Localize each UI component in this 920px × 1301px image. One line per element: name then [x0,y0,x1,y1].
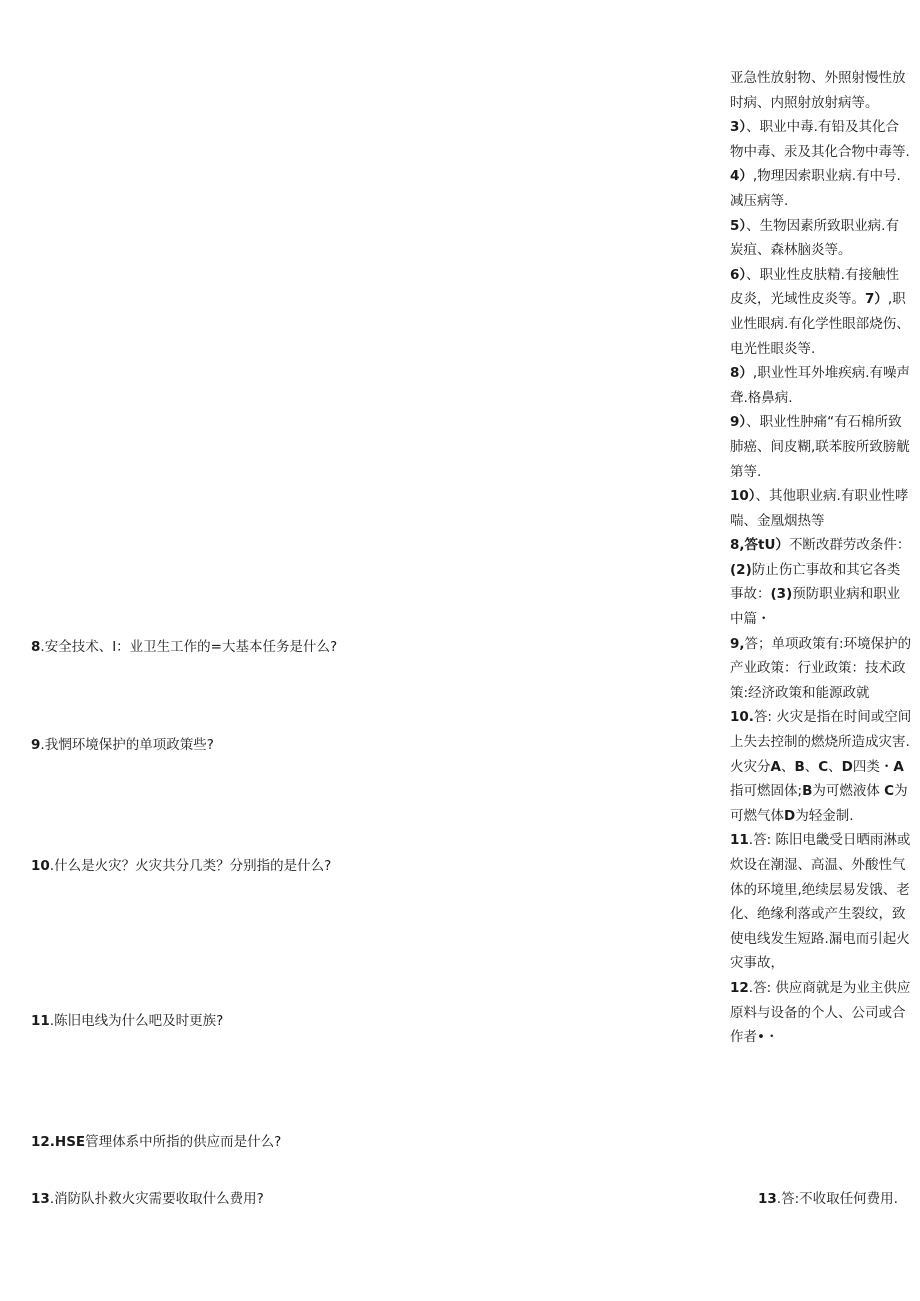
question-number: 13 [31,1191,50,1207]
item-text: .答: 供应商就是为业主供应原料与设备的个人、公司或合作者•・ [730,979,911,1046]
question-number: 11 [31,1013,50,1029]
answer-para-5 [730,263,912,361]
item-text: 、职业中毒.有铅及其化合物中毒、汞及其化合物中毒等. [730,119,910,160]
answer-para-9 [730,533,912,631]
item-text: 预防职业病和职业中篇・ [730,586,901,628]
item-number: 6） [730,266,747,283]
question-text: 管理体系中所指的供应而是什么? [85,1134,282,1150]
question-text: .消防队扑救火灾需要收取什么费用? [49,1191,264,1207]
item-number: 10. [730,709,754,726]
question-9 [31,736,214,754]
answer-13 [758,1190,898,1208]
question-number: 8 [31,639,41,655]
item-text: 、生物因素所致职业病.有炭疽、森林脑炎等。 [730,217,899,259]
question-13 [31,1190,264,1208]
item-text: 答；单项政策有:环境保护的产业政策：行业政策：技术政策:经济政策和能源政就 [730,635,912,701]
question-10 [31,857,331,875]
answer-para-11 [730,705,912,828]
class-letter: B [802,783,813,800]
item-text: 不断改群劳改条件： [788,537,911,554]
separator: 、 [804,758,819,775]
answer-para-2 [730,115,912,164]
item-text: .答: 陈旧电畿受日晒雨淋或炊设在潮湿、高温、外酸性气体的环境里,绝续层易发饿、老化、绝缘利落或产生裂纹，致使电线发生短路.漏电而引起火灾事故， [730,832,911,972]
class-letter: A [770,758,781,775]
answer-para-10 [730,632,912,706]
item-text: 、其他职业病.有职业性哮喘、金凰烟热等 [730,488,909,529]
answer-para-3 [730,164,912,213]
question-text: .什么是火灾？火灾共分几类？分别指的是什么? [49,858,332,874]
item-text: 为可燃气体 [730,783,908,824]
item-number: 8） [730,365,753,382]
answer-para-1: 亚急性放射物、外照射慢性放时病、内照射放射病等。 [730,70,906,111]
item-text: 、职业性皮肤精.有接触性皮炎，光域性皮炎等。 [730,266,899,308]
question-11 [31,1012,223,1030]
class-letter: C [884,783,895,800]
item-text: 答: 火灾是指在时间或空间上失去控制的燃烧所造成灾害.火灾分 [730,709,912,775]
item-number: 11 [730,832,749,849]
class-letter: C [818,758,829,775]
answer-para-12 [730,828,912,976]
item-number: 9, [730,635,745,652]
item-text: 为可燃液体 [812,783,885,800]
answer-para-4 [730,214,912,263]
question-text: .我惘环境保护的单项政策些? [40,737,214,753]
item-number: 5） [730,217,747,234]
question-12 [31,1133,281,1151]
answer-para-13 [730,976,912,1050]
class-letter: D [784,807,796,824]
class-letter: A [893,758,904,775]
item-number: 7） [865,291,888,308]
item-number: 13 [758,1191,777,1207]
class-letter: B [794,758,805,775]
class-letter: D [841,758,853,775]
question-number: 9 [31,737,41,753]
answer-para-8 [730,484,912,533]
item-number: 10） [730,488,756,505]
separator: 、 [828,758,842,775]
item-number: 9） [730,414,747,431]
separator: 、 [780,758,795,775]
item-number: (2) [730,561,752,578]
answer-para-6 [730,361,912,410]
question-number: 10 [31,858,50,874]
question-text: .安全技术、I：业卫生工作的=大基本任务是什么? [40,639,338,655]
item-number: 4） [730,168,753,185]
item-text: 、职业性肿痛“有石棉所致肺癌、间皮糊,联苯胺所致膀觥第等. [730,414,910,480]
question-text: .陈旧电线为什么吧及时更族? [49,1013,224,1029]
question-number: 12.HSE [31,1134,86,1150]
item-number: 12 [730,979,749,996]
answer-para-7 [730,410,912,484]
item-number: (3) [770,586,793,603]
item-text: 指可燃固体; [730,783,803,800]
item-number: 8,答tU） [730,537,789,554]
item-text: ,物理因索职业病.有中号.减压病等. [730,168,901,209]
item-text: 四类・ [852,758,894,775]
question-8 [31,638,337,656]
item-text: 为轻金制. [795,807,854,824]
item-text: ,职业性耳外堆疾病.有噪声聋.格鼻病. [730,365,910,406]
item-number: 3） [730,119,747,136]
item-text: .答:不收取任何费用. [776,1191,898,1207]
item-text: 防止伤亡事故和其它各类事故： [730,561,901,603]
answer-column [730,66,912,1050]
item-text: ,职业性眼病.有化学性眼部烧伤、电光性眼炎等. [730,291,910,357]
